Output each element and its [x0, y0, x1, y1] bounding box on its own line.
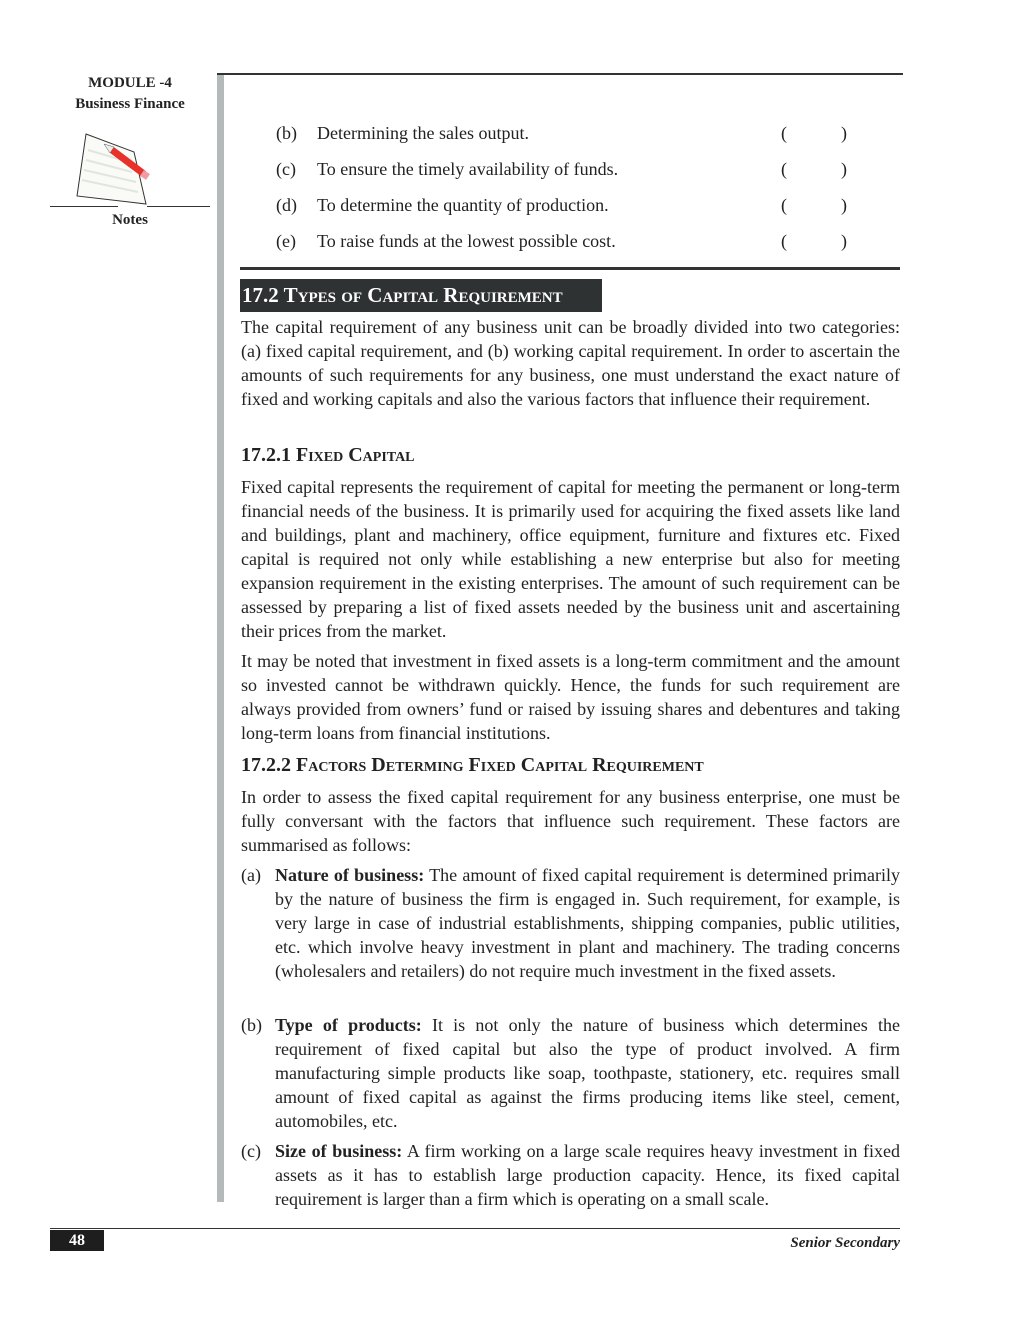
answer-open: (	[781, 195, 787, 215]
subject-label: Business Finance	[75, 96, 185, 112]
question-text: To raise funds at the lowest possible cost.	[317, 231, 616, 251]
factor-label: (a)	[241, 865, 261, 885]
answer-close: )	[841, 159, 847, 179]
footer-rule	[50, 1228, 900, 1229]
factor-text: The amount of fixed capital requirement is determined primarily by the nature of business the firm is engaged in. Such requirement, for example, is very large in case of industrial establishments, shipping companies, public utilities, etc. which involve heavy investment in plant and machinery. The trading concerns (wholesalers and retailers) do not require much investment in the fixed assets.	[275, 865, 901, 981]
question-item	[0, 193, 1020, 217]
question-label: (b)	[276, 123, 297, 143]
answer-open: (	[781, 123, 787, 143]
top-rule	[217, 73, 903, 75]
answer-close: )	[841, 231, 847, 251]
footer-series: Senior Secondary	[790, 1235, 900, 1251]
paragraph: In order to assess the fixed capital requirement for any business enterprise, one must be fully conversant with the factors that influence such requirement. These factors are summarised as follows:	[241, 787, 900, 855]
question-item	[0, 157, 1020, 181]
factor-item	[241, 1013, 900, 1133]
factor-item	[241, 1139, 900, 1211]
factor-item	[241, 863, 900, 983]
factor-term: Type of products:	[275, 1015, 422, 1035]
subsection-heading: 17.2.1 Fixed Capital	[241, 444, 415, 466]
question-item	[0, 229, 1020, 253]
question-label: (e)	[276, 231, 296, 251]
paragraph: Fixed capital represents the requirement of capital for meeting the permanent or long-term financial needs of the business. It is primarily used for acquiring the fixed assets like land and buildings, plant and machinery, office equipment, furniture and fixtures etc. Fixed capital is required not only while establishing a new enterprise but also for meeting expansion requirement in the existing enterprises. The amount of such requirement can be assessed by preparing a list of fixed assets needed by the business unit and ascertaining their prices from the market.	[241, 477, 900, 641]
factor-text: A firm working on a large scale requires heavy investment in fixed assets as it has to establish large production capacity. Hence, its fixed capital requirement is larger than a firm which is operating on a small scale.	[275, 1141, 900, 1209]
paragraph: It may be noted that investment in fixed assets is a long-term commitment and the amount so invested cannot be withdrawn quickly. Hence, the funds for such requirement are always provided from owners’ fund or raised by issuing shares and debentures and taking long-term loans from financial institutions.	[241, 651, 900, 743]
factor-text: It is not only the nature of business which determines the requirement of fixed capital but also the type of product involved. A firm manufacturing simple products like soap, toothpaste, stationery, etc. requires small amount of fixed capital as against the firms producing items like steel, cement, automobiles, etc.	[275, 1015, 900, 1131]
question-text: Determining the sales output.	[317, 123, 529, 143]
factor-term: Nature of business:	[275, 865, 425, 885]
page-number: 48	[50, 1230, 104, 1251]
question-text: To ensure the timely availability of funds.	[317, 159, 619, 179]
question-label: (c)	[276, 159, 296, 179]
answer-close: )	[841, 123, 847, 143]
answer-close: )	[841, 195, 847, 215]
question-item	[0, 121, 1020, 145]
factor-label: (c)	[241, 1141, 261, 1161]
answer-open: (	[781, 159, 787, 179]
notes-label: Notes	[112, 212, 148, 228]
factor-term: Size of business:	[275, 1141, 403, 1161]
question-label: (d)	[276, 195, 297, 215]
section-heading: 17.2 Types of Capital Requirement	[240, 279, 602, 312]
subsection-heading: 17.2.2 Factors Determing Fixed Capital Requirement	[241, 754, 704, 776]
question-text: To determine the quantity of production.	[317, 195, 609, 215]
module-label: MODULE -4	[88, 75, 172, 91]
answer-open: (	[781, 231, 787, 251]
factor-label: (b)	[241, 1015, 262, 1035]
section-rule	[240, 267, 900, 270]
intro-paragraph: The capital requirement of any business unit can be broadly divided into two categories: (a) fixed capital requirement, and (b) working capital requirement. In order to ascertain the amounts of such requirements for any business, one must understand the exact nature of fixed and working capitals and also the various factors that influence their requirement.	[241, 317, 900, 409]
